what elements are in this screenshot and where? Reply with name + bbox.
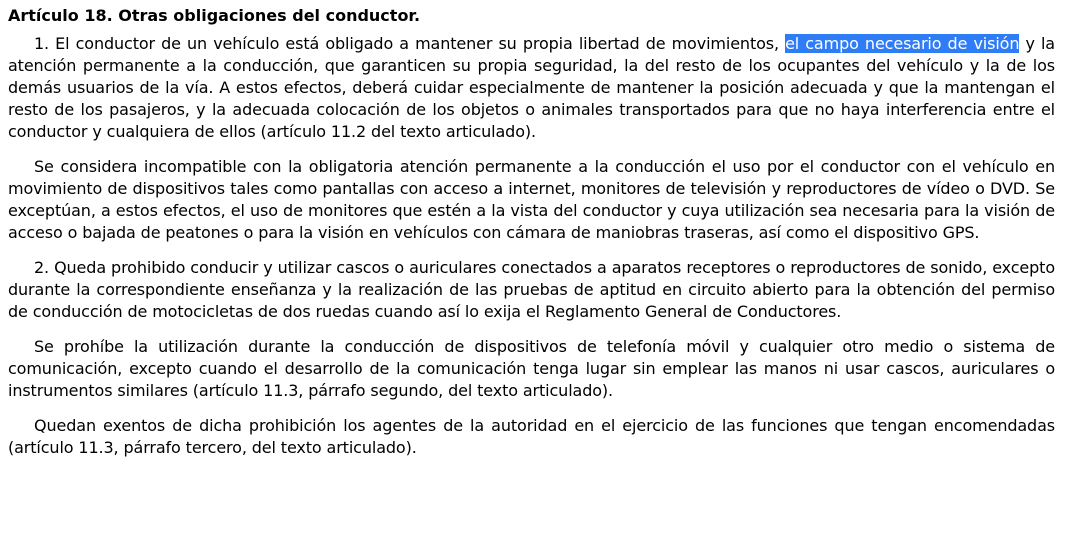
paragraph-3: 2. Queda prohibido conducir y utilizar cascos o auriculares conectados a aparatos receptores o reproductores de sonido, excepto durante la correspondiente enseñanza y la realización de las pruebas de aptitud en circuito abierto para la obtención del permiso de conducción de motocicletas de dos ruedas cuando así lo exija el Reglamento General de Conductores. xyxy=(8,258,1055,321)
paragraph-1 xyxy=(8,33,1055,143)
paragraph-2: Se considera incompatible con la obligatoria atención permanente a la conducción el uso por el conductor con el vehículo en movimiento de dispositivos tales como pantallas con acceso a internet, monitores de televisión y reproductores de vídeo o DVD. Se exceptúan, a estos efectos, el uso de monitores que estén a la vista del conductor y cuya utilización sea necesaria para la visión de acceso o bajada de peatones o para la visión en vehículos con cámara de maniobras traseras, así como el dispositivo GPS. xyxy=(8,157,1055,242)
article-title: Artículo 18. Otras obligaciones del conductor. xyxy=(8,6,421,25)
paragraph-1-text-after: y la atención permanente a la conducción, que garanticen su propia seguridad, la del resto de los ocupantes del vehículo y la de los demás usuarios de la vía. A estos efectos, deberá cuidar especialmente de mantener la posición adecuada y que la mantengan el resto de los pasajeros, y la adecuada colocación de los objetos o animales transportados para que no haya interferencia entre el conductor y cualquiera de ellos (artículo 11.2 del texto articulado). xyxy=(8,34,1055,141)
paragraph-5: Quedan exentos de dicha prohibición los agentes de la autoridad en el ejercicio de las funciones que tengan encomendadas (artículo 11.3, párrafo tercero, del texto articulado). xyxy=(8,416,1055,457)
selected-text-highlight[interactable]: el campo necesario de visión xyxy=(785,34,1020,53)
paragraph-1-text-before: 1. El conductor de un vehículo está obligado a mantener su propia libertad de movimientos, xyxy=(34,34,786,53)
paragraph-4: Se prohíbe la utilización durante la conducción de dispositivos de telefonía móvil y cualquier otro medio o sistema de comunicación, excepto cuando el desarrollo de la comunicación tenga lugar sin emplear las manos ni usar cascos, auriculares o instrumentos similares (artículo 11.3, párrafo segundo, del texto articulado). xyxy=(8,337,1055,400)
